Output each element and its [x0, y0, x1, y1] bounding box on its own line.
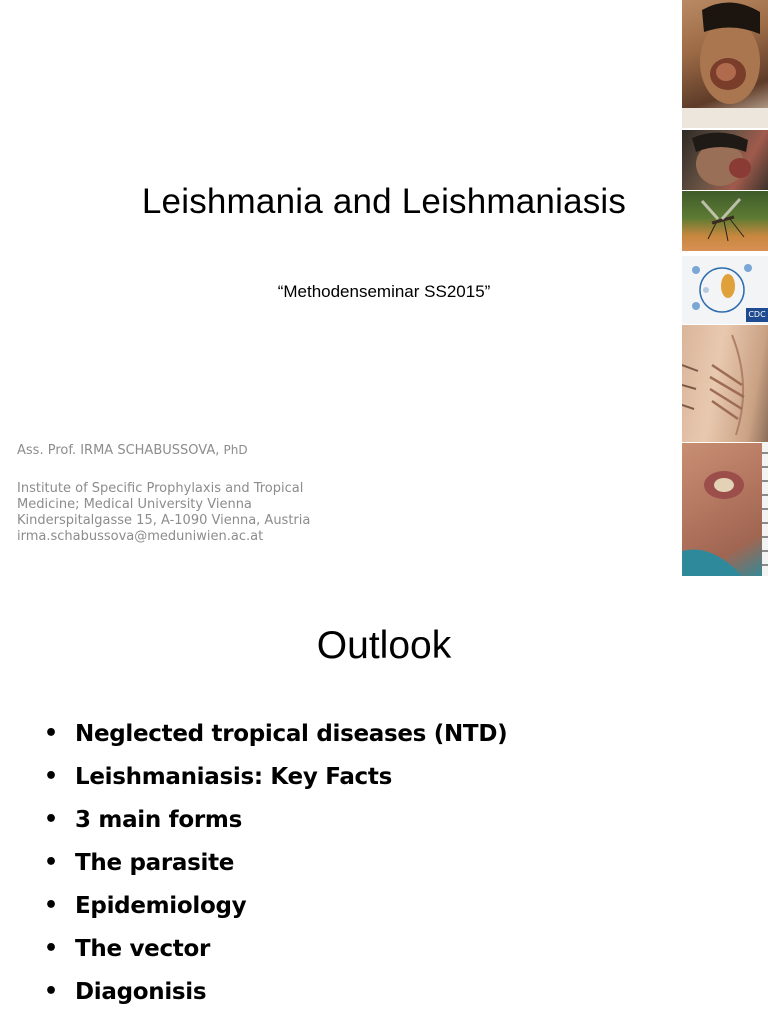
torso-scar-photo: [682, 325, 768, 442]
bullet-icon: •: [44, 807, 58, 832]
affiliation-line: Medicine; Medical University Vienna: [17, 497, 252, 512]
list-item: [44, 798, 507, 841]
author-email: irma.schabussova@meduniwien.ac.at: [17, 529, 264, 544]
affiliation-block: [17, 481, 310, 545]
list-item: [44, 755, 507, 798]
bullet-icon: •: [44, 936, 58, 961]
affiliation-line: Institute of Specific Prophylaxis and Tropical: [17, 481, 304, 496]
cdc-badge: CDC: [746, 308, 768, 322]
author-block: [17, 442, 310, 545]
life-cycle-diagram: [682, 256, 768, 324]
list-item: [44, 927, 507, 970]
list-item-text: The parasite: [75, 849, 235, 876]
ulcer-lesion-photo: [682, 443, 768, 576]
slide-title: Leishmania and Leishmaniasis: [141, 182, 627, 221]
slide-title: Outlook: [316, 624, 452, 667]
list-item-text: Diagonisis: [75, 978, 207, 1005]
outlook-list: [44, 712, 507, 1013]
list-item: [44, 712, 507, 755]
patient-face-photo: [682, 0, 768, 128]
outlook-slide: [0, 594, 768, 1024]
list-item: [44, 841, 507, 884]
slide-subtitle: “Methodenseminar SS2015”: [277, 282, 491, 301]
author-degree: PhD: [223, 443, 248, 457]
list-item-text: Leishmaniasis: Key Facts: [75, 763, 392, 790]
list-item-text: 3 main forms: [75, 806, 242, 833]
list-item-text: The vector: [75, 935, 211, 962]
bullet-icon: •: [44, 979, 58, 1004]
bullet-icon: •: [44, 893, 58, 918]
list-item-text: Neglected tropical diseases (NTD): [75, 720, 508, 747]
photo-column: [682, 0, 768, 576]
list-item-text: Epidemiology: [75, 892, 247, 919]
affiliation-line: Kinderspitalgasse 15, A-1090 Vienna, Austria: [17, 513, 311, 528]
bullet-icon: •: [44, 850, 58, 875]
sandfly-photo: [682, 191, 768, 251]
list-item: [44, 970, 507, 1013]
bullet-icon: •: [44, 721, 58, 746]
list-item: [44, 884, 507, 927]
child-lesion-photo: [682, 130, 768, 190]
bullet-icon: •: [44, 764, 58, 789]
author-line: [17, 442, 310, 459]
author-name: Ass. Prof. IRMA SCHABUSSOVA,: [17, 443, 220, 458]
